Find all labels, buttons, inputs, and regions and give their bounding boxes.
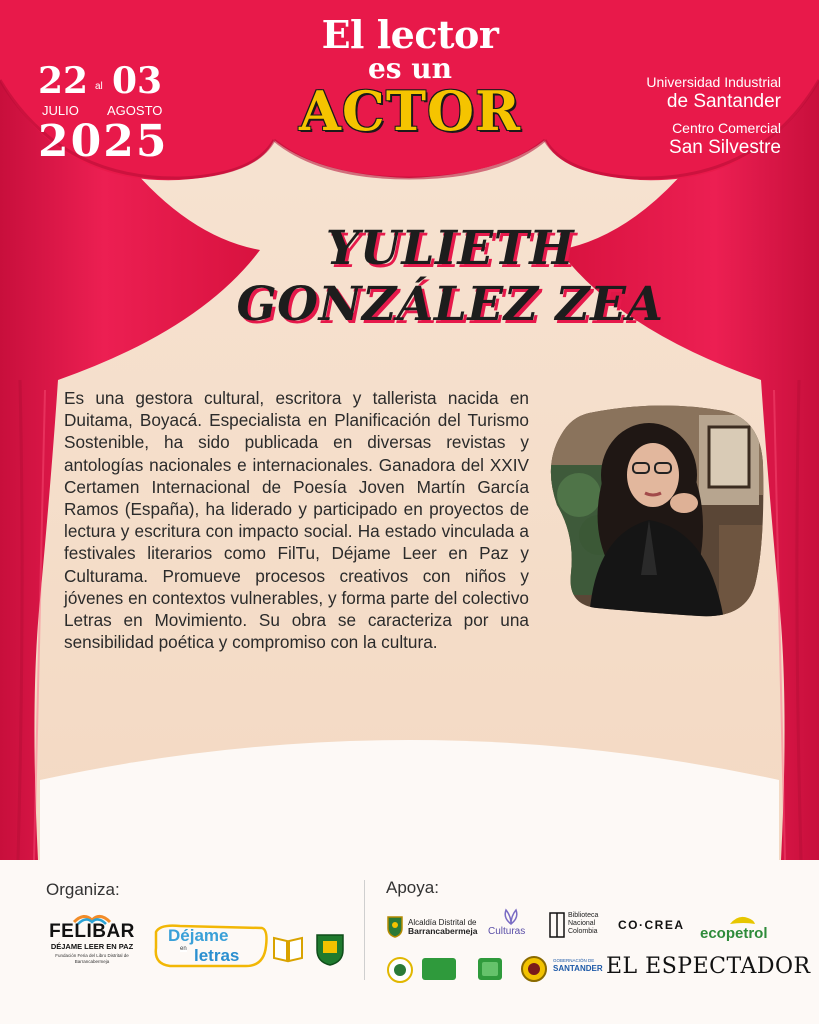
event-year: 2025 bbox=[38, 116, 169, 167]
felibar-logo bbox=[44, 922, 140, 964]
culturas-flower-icon bbox=[500, 906, 522, 926]
venue-uis-line1: Universidad Industrial bbox=[646, 74, 781, 90]
event-title-line3: ACTOR bbox=[299, 79, 521, 143]
alcaldia-line2: Barrancabermeja bbox=[408, 926, 478, 936]
apoya-label: Apoya: bbox=[386, 878, 439, 897]
organiza-label: Organiza: bbox=[46, 880, 120, 899]
el-espectador-logo: EL ESPECTADOR bbox=[606, 954, 811, 979]
date-end-month: AGOSTO bbox=[107, 103, 163, 118]
venue-uis bbox=[646, 74, 781, 113]
school-shield-icon bbox=[314, 932, 346, 966]
biblioteca-line3: Colombia bbox=[568, 928, 598, 935]
felibar-name: FELIBAR bbox=[49, 921, 135, 942]
biblioteca-nacional-icon bbox=[549, 912, 565, 938]
venue-san-silvestre bbox=[669, 120, 781, 159]
dejame-word3: letras bbox=[194, 946, 240, 965]
dejame-word2: en bbox=[180, 946, 187, 952]
profile-name-line1: YULIETH bbox=[325, 221, 575, 276]
venue-san-silvestre-line1: Centro Comercial bbox=[672, 120, 781, 136]
venue-uis-line2: de Santander bbox=[666, 91, 781, 112]
alcaldia-shield-icon bbox=[386, 914, 404, 938]
footer-divider bbox=[364, 880, 365, 980]
biblioteca-line1: Biblioteca bbox=[568, 912, 599, 919]
dejame-word1: Déjame bbox=[168, 926, 229, 945]
university-seal-icon bbox=[520, 955, 548, 983]
barranca-seal-icon bbox=[386, 956, 414, 984]
date-end-day: 03 bbox=[112, 60, 163, 102]
date-start-day: 22 bbox=[38, 60, 89, 102]
gobernacion-line2: SANTANDER bbox=[553, 964, 603, 973]
green-badges-icon bbox=[420, 956, 504, 982]
date-start-month: JULIO bbox=[42, 103, 79, 118]
event-title-line1: El lector bbox=[321, 12, 499, 57]
profile-name-line2: GONZÁLEZ ZEA bbox=[236, 277, 664, 332]
alcaldia-line1: Alcaldía Distrital de bbox=[408, 918, 477, 927]
culturas-text: Culturas bbox=[488, 926, 526, 937]
gobernacion-line1: GOBERNACIÓN DE bbox=[553, 958, 595, 963]
biblioteca-line2: Nacional bbox=[568, 920, 596, 927]
felibar-tagline: DÉJAME LEER EN PAZ bbox=[50, 942, 134, 951]
dejame-en-letras-logo bbox=[150, 922, 270, 970]
open-book-icon bbox=[272, 934, 304, 964]
profile-bio: Es una gestora cultural, escritora y tallerista nacida en Duitama, Boyacá. Especialista en Planificación del Turismo Sostenible, ha sido publicada en diversas revistas y antologías nacionales e internacionales. Ganadora del XXIV Certamen Internacional de Poesía Joven Martín García Ramos (España), ha liderado y participado en proyectos de lectura y escritura con impacto social. Ha estado vinculada a festivales literarios como FilTu, Déjame Leer en Paz y Culturama. Promueve procesos creativos con niños y jóvenes en contextos vulnerables, y forma parte del colectivo Letras en Movimiento. Su obra se caracteriza por una sensibilidad poética y compromiso con la cultura. bbox=[64, 388, 529, 653]
event-title-line2: es un bbox=[367, 52, 453, 85]
date-connector: al bbox=[95, 81, 103, 92]
profile-photo bbox=[549, 405, 765, 620]
ecopetrol-logo: ecopetrol bbox=[700, 925, 768, 942]
cocrea-logo: CO·CREA bbox=[618, 918, 685, 932]
venue-san-silvestre-line2: San Silvestre bbox=[669, 137, 781, 158]
felibar-subtitle: Fundación Feria del Libro Distrital de Barrancabermeja bbox=[55, 953, 129, 964]
